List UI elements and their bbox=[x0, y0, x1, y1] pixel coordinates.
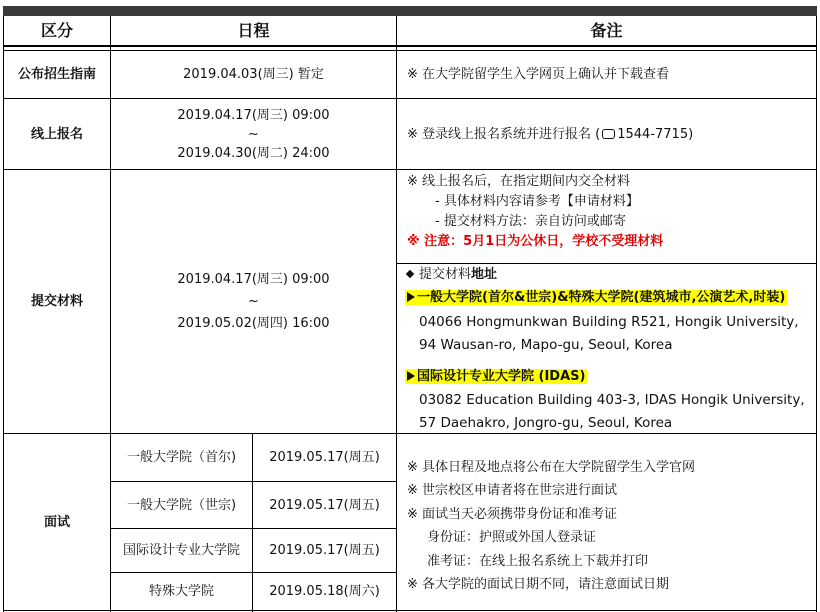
online-schedule bbox=[111, 99, 396, 169]
interview-date-4: 2019.05.18(周六) bbox=[269, 584, 380, 599]
row-label-interview: 面试 bbox=[43, 514, 70, 530]
interview-school-2: 一般大学院（世宗) bbox=[126, 497, 237, 513]
header-category: 区分 bbox=[40, 21, 73, 40]
guide-note bbox=[397, 51, 816, 98]
submit-schedule bbox=[111, 170, 396, 433]
school2-highlight bbox=[405, 367, 587, 386]
submit-start: 2019.04.17(周三) 09:00 bbox=[177, 271, 330, 287]
interview-school-4: 特殊大学院 bbox=[148, 584, 214, 599]
row-label-guide: 公布招生指南 bbox=[17, 67, 96, 82]
guide-date: 2019.04.03(周三) 暂定 bbox=[183, 67, 324, 82]
top-bar bbox=[3, 6, 817, 16]
address-title bbox=[403, 263, 497, 285]
triangle-bullet-icon bbox=[407, 292, 415, 302]
online-start: 2019.04.17(周三) 09:00 bbox=[177, 107, 330, 123]
submit-end: 2019.05.02(周四) 16:00 bbox=[177, 315, 330, 331]
interview-date-3: 2019.05.17(周五) bbox=[269, 543, 380, 558]
address2 bbox=[419, 389, 805, 435]
interview-school-3: 国际设计专业大学院 bbox=[122, 543, 240, 558]
school2-name: 国际设计专业大学院 (IDAS) bbox=[417, 369, 586, 384]
interview-note-2: ※ 世宗校区申请者将在世宗进行面试 bbox=[407, 483, 618, 499]
submit-tilde: ~ bbox=[248, 293, 259, 309]
school1-highlight bbox=[405, 288, 787, 307]
warning-text: 注意：5月1日为公休日，学校不受理材料 bbox=[424, 234, 664, 249]
submit-note-1: ※ 线上报名后，在指定期间内交全材料 bbox=[407, 174, 631, 189]
diamond-bullet-icon bbox=[406, 269, 414, 277]
address2-line2: 57 Daehakro, Jongro-gu, Seoul, Korea bbox=[419, 415, 673, 431]
submit-address bbox=[397, 263, 816, 433]
address-title-prefix: 提交材料 bbox=[419, 266, 472, 282]
address1-line1: 04066 Hongmunkwan Building R521, Hongik University, bbox=[419, 314, 799, 330]
interview-date-1: 2019.05.17(周五) bbox=[269, 450, 380, 465]
row-label-online: 线上报名 bbox=[30, 126, 83, 142]
guide-note-text: ※ 在大学院留学生入学网页上确认并下载查看 bbox=[407, 67, 670, 82]
warning-mark: ※ bbox=[407, 234, 425, 249]
interview-note-3: ※ 面试当天必须携带身份证和准考证 bbox=[407, 506, 618, 522]
online-phone: 1544-7715) bbox=[617, 126, 694, 142]
guide-schedule bbox=[111, 51, 396, 98]
submit-note-2: - 具体材料内容请参考【申请材料】 bbox=[435, 194, 639, 209]
phone-icon bbox=[602, 129, 615, 139]
school1-name: 一般大学院(首尔&世宗)&特殊大学院(建筑城市,公演艺术,时装) bbox=[417, 290, 786, 305]
submit-note-3: - 提交材料方法：亲自访问或邮寄 bbox=[435, 214, 626, 229]
interview-notes bbox=[397, 456, 816, 596]
interview-note-5: 准考证：在线上报名系统上下载并打印 bbox=[427, 553, 649, 569]
interview-note-1: ※ 具体日程及地点将公布在大学院留学生入学官网 bbox=[407, 460, 696, 475]
header-remarks: 备注 bbox=[590, 21, 623, 40]
online-end: 2019.04.30(周二) 24:00 bbox=[177, 145, 330, 161]
address1 bbox=[419, 311, 799, 357]
interview-school-1: 一般大学院（首尔) bbox=[126, 450, 237, 465]
interview-date-2: 2019.05.17(周五) bbox=[269, 497, 380, 513]
triangle-bullet-icon bbox=[407, 371, 415, 381]
address2-line1: 03082 Education Building 403-3, IDAS Hongik University, bbox=[419, 392, 805, 408]
address1-line2: 94 Wausan-ro, Mapo-gu, Seoul, Korea bbox=[419, 337, 673, 353]
header-schedule: 日程 bbox=[237, 21, 270, 40]
row-label-submit: 提交材料 bbox=[30, 294, 83, 309]
address-title-bold: 地址 bbox=[471, 266, 498, 282]
submit-notes bbox=[397, 172, 816, 262]
interview-note-6: ※ 各大学院的面试日期不同，请注意面试日期 bbox=[407, 577, 670, 593]
submit-warning bbox=[407, 232, 816, 252]
interview-note-4: 身份证：护照或外国人登录证 bbox=[427, 530, 597, 546]
online-tilde: ~ bbox=[248, 126, 259, 142]
online-note bbox=[397, 99, 816, 169]
online-note-text: ※ 登录线上报名系统并进行报名 ( bbox=[407, 126, 601, 142]
